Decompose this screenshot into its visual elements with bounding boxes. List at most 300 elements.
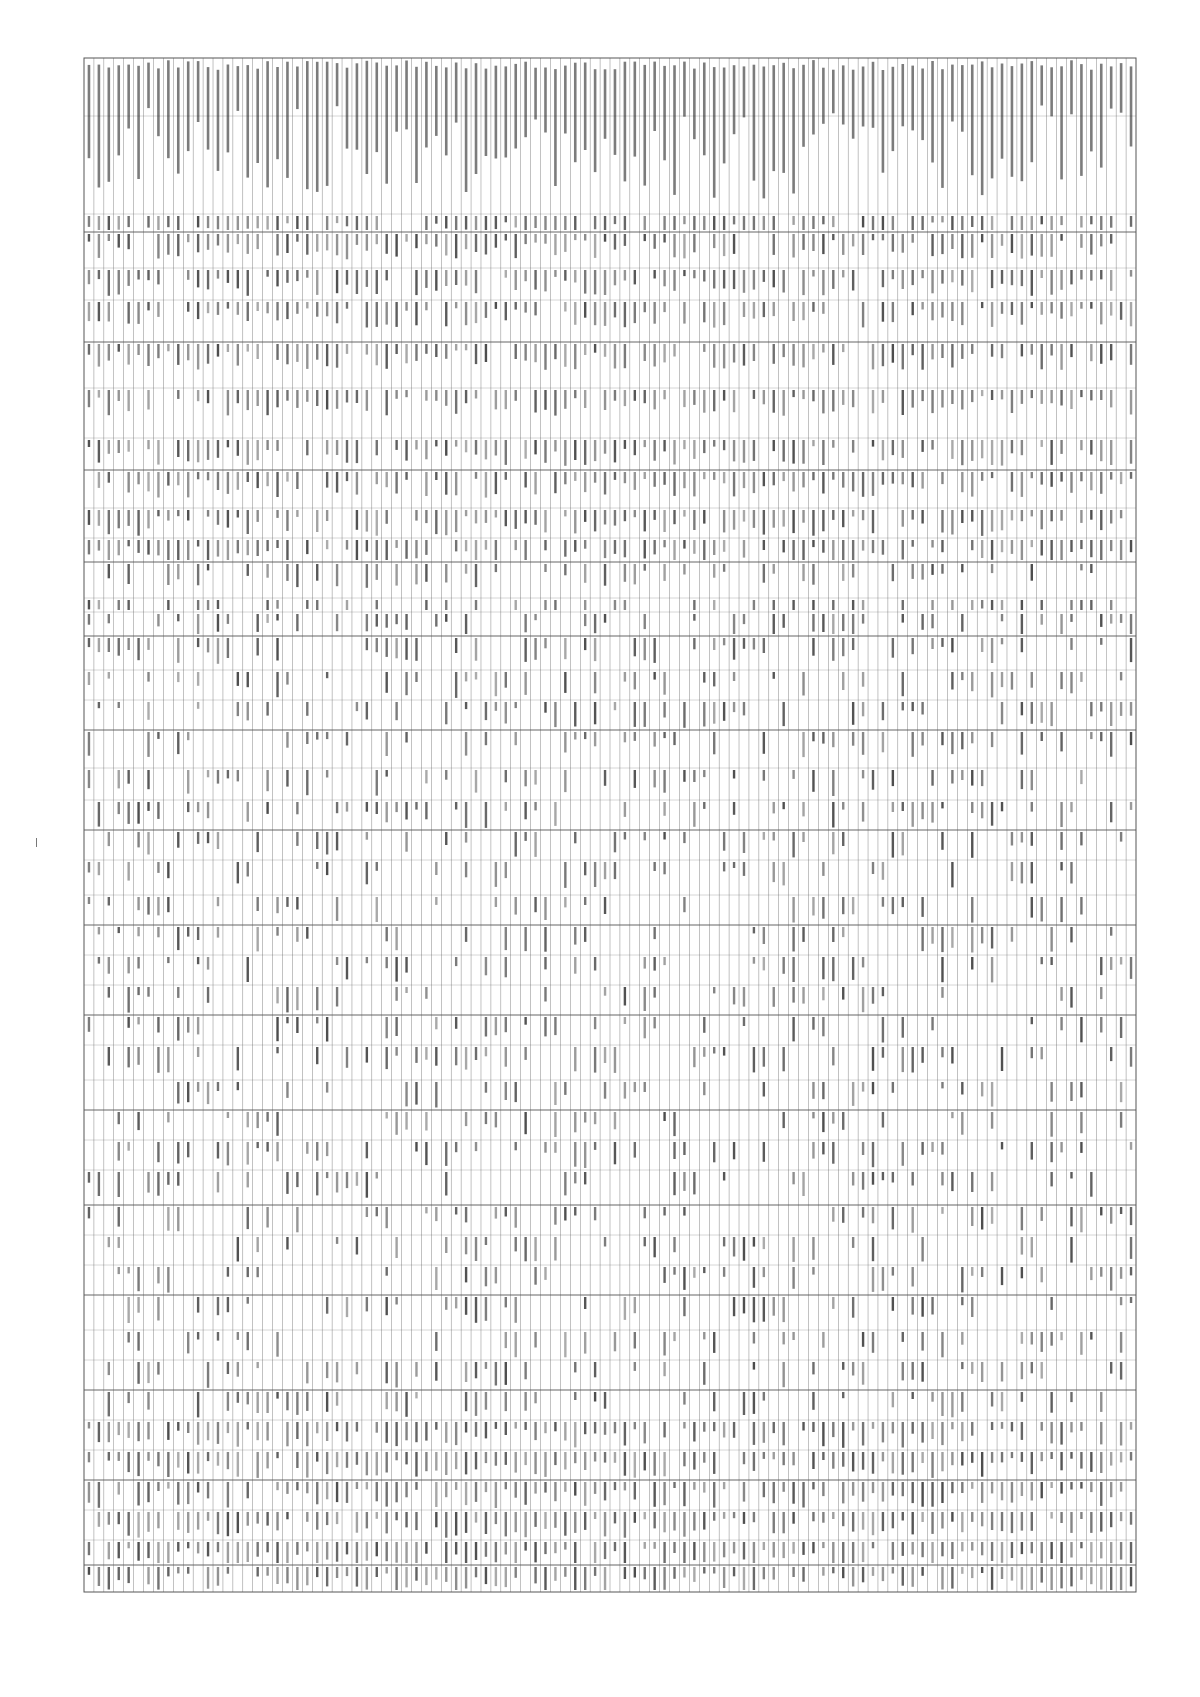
cell-text (445, 440, 447, 456)
cell-text (802, 65, 805, 147)
cell-text (247, 344, 249, 352)
cell-text (534, 234, 536, 243)
cell-text (743, 1017, 745, 1026)
cell-text (832, 1512, 834, 1519)
cell-text (118, 1112, 120, 1124)
cell-text (971, 510, 973, 522)
cell-text (405, 1567, 407, 1587)
cell-text (1070, 1207, 1072, 1226)
cell-text (405, 614, 407, 630)
cell-text (1060, 1332, 1062, 1340)
cell-text (832, 614, 834, 634)
cell-text (614, 600, 616, 610)
cell-text (276, 638, 278, 661)
cell-text (971, 1482, 973, 1489)
cell-text (1070, 540, 1072, 552)
cell-text (306, 1567, 308, 1585)
cell-text (366, 344, 368, 355)
cell-text (822, 390, 824, 413)
cell-text (1100, 638, 1102, 645)
cell-text (286, 672, 288, 685)
cell-text (802, 732, 804, 757)
cell-text (1110, 1512, 1112, 1527)
cell-text (247, 1172, 249, 1187)
cell-text (584, 510, 586, 522)
cell-text (336, 897, 338, 921)
cell-text (763, 770, 765, 781)
cell-text (524, 510, 526, 523)
cell-text (782, 1297, 784, 1322)
cell-text (127, 1422, 129, 1438)
cell-text (1130, 1297, 1132, 1303)
cell-text (594, 1017, 596, 1029)
cell-text (872, 1542, 874, 1548)
cell-text (782, 1422, 784, 1445)
cell-text (634, 390, 636, 401)
cell-text (1060, 1452, 1062, 1470)
cell-text (604, 1512, 606, 1536)
cell-text (505, 270, 507, 278)
cell-text (852, 957, 854, 980)
cell-text (1011, 1482, 1013, 1503)
cell-text (971, 732, 973, 743)
cell-text (435, 1422, 437, 1430)
cell-text (1100, 957, 1102, 975)
cell-text (892, 1297, 894, 1311)
cell-text (167, 540, 169, 560)
cell-text (1080, 510, 1082, 523)
cell-text (872, 1512, 874, 1535)
cell-text (653, 862, 655, 871)
cell-text (902, 1422, 904, 1448)
cell-text (564, 897, 566, 907)
cell-text (594, 440, 596, 461)
cell-text (505, 1332, 507, 1348)
cell-text (892, 1207, 894, 1229)
cell-text (812, 1392, 814, 1410)
cell-text (703, 302, 705, 322)
cell-text (614, 216, 616, 224)
cell-text (723, 1422, 725, 1438)
cell-text (1100, 1512, 1102, 1532)
cell-text (207, 638, 209, 652)
cell-text (237, 770, 239, 781)
cell-text (207, 564, 209, 570)
cell-text (256, 390, 258, 406)
cell-text (921, 216, 923, 230)
cell-text (951, 270, 953, 282)
cell-text (1090, 540, 1092, 557)
cell-text (217, 1512, 219, 1534)
cell-text (88, 1017, 90, 1032)
cell-text (574, 1392, 576, 1400)
cell-text (902, 600, 904, 610)
cell-text (961, 390, 963, 410)
cell-text (951, 302, 953, 321)
cell-text (366, 638, 368, 650)
cell-text (524, 234, 526, 244)
cell-text (961, 1567, 963, 1574)
cell-text (693, 802, 695, 827)
cell-text (197, 802, 199, 812)
cell-text (1041, 1482, 1043, 1498)
cell-text (1110, 927, 1112, 936)
cell-text (1050, 540, 1052, 560)
cell-text (644, 1237, 646, 1246)
cell-text (515, 897, 517, 915)
cell-text (197, 302, 199, 319)
cell-text (753, 1362, 755, 1370)
cell-text (1080, 1112, 1082, 1133)
cell-text (1041, 1422, 1043, 1431)
cell-text (524, 1047, 526, 1060)
cell-text (247, 702, 249, 720)
cell-text (564, 1452, 566, 1470)
cell-text (1050, 1482, 1052, 1488)
cell-text (346, 540, 348, 550)
cell-text (88, 600, 90, 609)
cell-text (118, 440, 120, 453)
cell-text (673, 540, 675, 560)
cell-text (574, 390, 576, 398)
cell-text (991, 1392, 993, 1407)
cell-text (812, 770, 814, 792)
cell-text (395, 344, 397, 354)
cell-text (634, 1297, 636, 1313)
cell-text (802, 472, 804, 487)
cell-text (614, 390, 616, 401)
cell-text (1070, 270, 1072, 284)
cell-text (147, 390, 149, 410)
cell-text (723, 862, 725, 871)
cell-text (88, 614, 90, 625)
cell-text (217, 344, 219, 357)
cell-text (515, 1207, 517, 1228)
cell-text (465, 702, 467, 709)
cell-text (127, 862, 129, 881)
cell-text (237, 1332, 239, 1340)
cell-text (336, 1172, 338, 1193)
cell-text (872, 1452, 874, 1474)
cell-text (822, 1512, 824, 1523)
cell-text (634, 672, 636, 689)
cell-text (951, 1047, 953, 1064)
cell-text (991, 344, 993, 357)
cell-text (713, 987, 715, 993)
cell-text (1050, 1392, 1052, 1413)
cell-text (505, 957, 507, 977)
cell-text (256, 832, 258, 852)
cell-text (743, 216, 745, 230)
cell-text (1031, 1047, 1033, 1058)
cell-text (237, 440, 239, 456)
cell-text (435, 440, 437, 446)
cell-text (902, 1482, 904, 1496)
cell-text (971, 1542, 973, 1551)
cell-text (614, 510, 616, 526)
cell-text (227, 1267, 229, 1277)
cell-text (1080, 1567, 1082, 1580)
cell-text (1130, 1142, 1132, 1150)
cell-text (802, 216, 804, 230)
cell-text (832, 1297, 834, 1309)
cell-text (713, 67, 716, 198)
cell-text (1041, 344, 1043, 369)
cell-text (276, 614, 278, 621)
cell-text (485, 440, 487, 459)
cell-text (1130, 216, 1132, 227)
cell-text (534, 1542, 536, 1562)
cell-text (604, 234, 606, 242)
cell-text (445, 1297, 447, 1310)
cell-text (544, 68, 547, 133)
cell-text (98, 1512, 100, 1527)
cell-text (644, 1422, 646, 1443)
cell-text (872, 1142, 874, 1167)
cell-text (703, 1047, 705, 1057)
cell-text (445, 1567, 447, 1582)
cell-text (187, 770, 189, 794)
cell-text (256, 510, 258, 522)
cell-text (812, 897, 814, 916)
cell-text (832, 638, 834, 661)
cell-text (792, 987, 794, 1003)
cell-text (376, 897, 378, 922)
cell-text (604, 862, 606, 879)
cell-text (515, 702, 517, 708)
cell-text (1001, 1542, 1003, 1563)
cell-text (1070, 1082, 1072, 1101)
cell-text (515, 390, 517, 401)
cell-text (197, 1482, 199, 1493)
cell-text (395, 1542, 397, 1563)
cell-text (703, 770, 705, 777)
cell-text (1060, 802, 1062, 827)
cell-text (882, 440, 884, 460)
cell-text (1100, 64, 1103, 168)
cell-text (1011, 1512, 1013, 1533)
cell-text (544, 1542, 546, 1554)
cell-text (534, 1237, 536, 1261)
cell-text (455, 1297, 457, 1308)
cell-text (465, 1112, 467, 1126)
cell-text (326, 1297, 328, 1314)
cell-text (703, 1512, 705, 1530)
cell-text (802, 234, 804, 250)
cell-text (902, 1017, 904, 1038)
cell-text (941, 732, 943, 745)
cell-text (1060, 1017, 1062, 1030)
cell-text (842, 897, 844, 914)
cell-text (336, 1392, 338, 1406)
cell-text (197, 614, 199, 634)
cell-text (395, 472, 397, 494)
cell-text (1070, 672, 1072, 693)
cell-text (455, 302, 457, 308)
cell-text (296, 1482, 298, 1490)
cell-text (1070, 1482, 1072, 1490)
cell-text (1011, 472, 1013, 492)
cell-text (465, 862, 467, 877)
cell-text (653, 510, 655, 520)
cell-text (792, 897, 794, 923)
cell-text (921, 802, 923, 819)
cell-text (356, 234, 358, 245)
cell-text (1031, 1567, 1033, 1590)
cell-text (1021, 1482, 1023, 1496)
cell-text (753, 638, 755, 650)
cell-text (941, 1452, 943, 1471)
cell-text (237, 862, 239, 883)
cell-text (455, 1482, 457, 1490)
cell-text (534, 1482, 536, 1494)
cell-text (763, 1237, 765, 1249)
cell-text (415, 234, 417, 248)
cell-text (624, 216, 626, 230)
cell-text (157, 897, 159, 915)
cell-text (286, 390, 288, 401)
cell-text (773, 862, 775, 882)
cell-text (98, 600, 100, 609)
cell-text (991, 927, 993, 949)
cell-text (733, 234, 735, 254)
cell-text (544, 390, 546, 410)
cell-text (157, 1047, 159, 1073)
cell-text (693, 1267, 695, 1278)
cell-text (475, 510, 477, 523)
cell-text (415, 510, 417, 521)
cell-text (693, 1172, 695, 1194)
cell-text (266, 600, 268, 610)
cell-text (852, 1542, 854, 1563)
cell-text (961, 770, 963, 780)
cell-text (127, 440, 129, 452)
cell-text (276, 1047, 278, 1053)
cell-text (108, 302, 110, 322)
cell-text (187, 1082, 189, 1102)
cell-text (495, 472, 497, 494)
cell-text (127, 957, 129, 973)
cell-text (108, 1047, 110, 1066)
cell-text (425, 440, 427, 459)
cell-text (197, 1047, 199, 1057)
cell-text (366, 1512, 368, 1528)
cell-text (1130, 1047, 1132, 1067)
cell-text (981, 234, 983, 242)
cell-text (822, 302, 824, 314)
cell-text (326, 234, 328, 250)
cell-text (177, 564, 179, 579)
cell-text (534, 390, 536, 413)
cell-text (266, 472, 268, 486)
cell-text (247, 510, 249, 534)
cell-text (941, 302, 943, 318)
cell-text (316, 1482, 318, 1504)
cell-text (276, 510, 278, 518)
cell-text (395, 564, 397, 586)
cell-text (832, 802, 834, 828)
cell-text (415, 1047, 417, 1063)
cell-text (1070, 302, 1072, 316)
cell-text (118, 216, 120, 230)
cell-text (376, 510, 378, 536)
cell-text (912, 390, 914, 408)
cell-text (961, 302, 963, 325)
cell-text (971, 472, 973, 497)
cell-text (137, 1112, 139, 1130)
cell-text (832, 1567, 834, 1573)
cell-text (872, 1567, 874, 1576)
cell-text (395, 987, 397, 1001)
cell-text (1001, 540, 1003, 552)
cell-text (177, 344, 179, 365)
cell-text (346, 1452, 348, 1468)
cell-text (455, 270, 457, 285)
cell-text (227, 390, 229, 415)
cell-text (713, 1142, 715, 1162)
cell-text (832, 600, 834, 610)
cell-text (465, 1482, 467, 1505)
cell-text (703, 702, 705, 727)
cell-text (524, 472, 526, 488)
cell-text (882, 1567, 884, 1581)
cell-text (247, 1512, 249, 1526)
cell-text (197, 216, 199, 227)
cell-text (1050, 1082, 1052, 1102)
cell-text (981, 540, 983, 558)
cell-text (1130, 702, 1132, 716)
cell-text (862, 802, 864, 822)
cell-text (376, 472, 378, 484)
cell-text (842, 1207, 844, 1223)
cell-text (435, 1082, 437, 1108)
cell-text (1021, 216, 1023, 230)
cell-text (991, 1452, 993, 1463)
cell-text (366, 216, 368, 230)
cell-text (1001, 702, 1003, 724)
cell-text (147, 1172, 149, 1193)
cell-text (991, 600, 993, 610)
cell-text (1011, 1542, 1013, 1558)
cell-text (1060, 66, 1063, 179)
cell-text (1041, 600, 1043, 610)
cell-text (445, 344, 447, 359)
cell-text (743, 987, 745, 1007)
cell-text (792, 1172, 794, 1184)
cell-text (544, 440, 546, 463)
cell-text (931, 770, 933, 786)
cell-text (207, 1542, 209, 1556)
cell-text (812, 440, 814, 446)
cell-text (395, 802, 397, 812)
cell-text (931, 270, 933, 293)
cell-text (991, 672, 993, 697)
cell-text (951, 1392, 953, 1417)
cell-text (207, 1362, 209, 1388)
cell-text (773, 1512, 775, 1533)
cell-text (316, 1142, 318, 1161)
cell-text (753, 440, 755, 461)
cell-text (703, 472, 705, 479)
cell-text (882, 987, 884, 996)
cell-text (1090, 564, 1092, 573)
cell-text (921, 270, 923, 278)
cell-text (137, 66, 140, 179)
cell-text (1100, 472, 1102, 494)
cell-text (822, 862, 824, 876)
cell-text (534, 270, 536, 290)
cell-text (276, 216, 278, 230)
